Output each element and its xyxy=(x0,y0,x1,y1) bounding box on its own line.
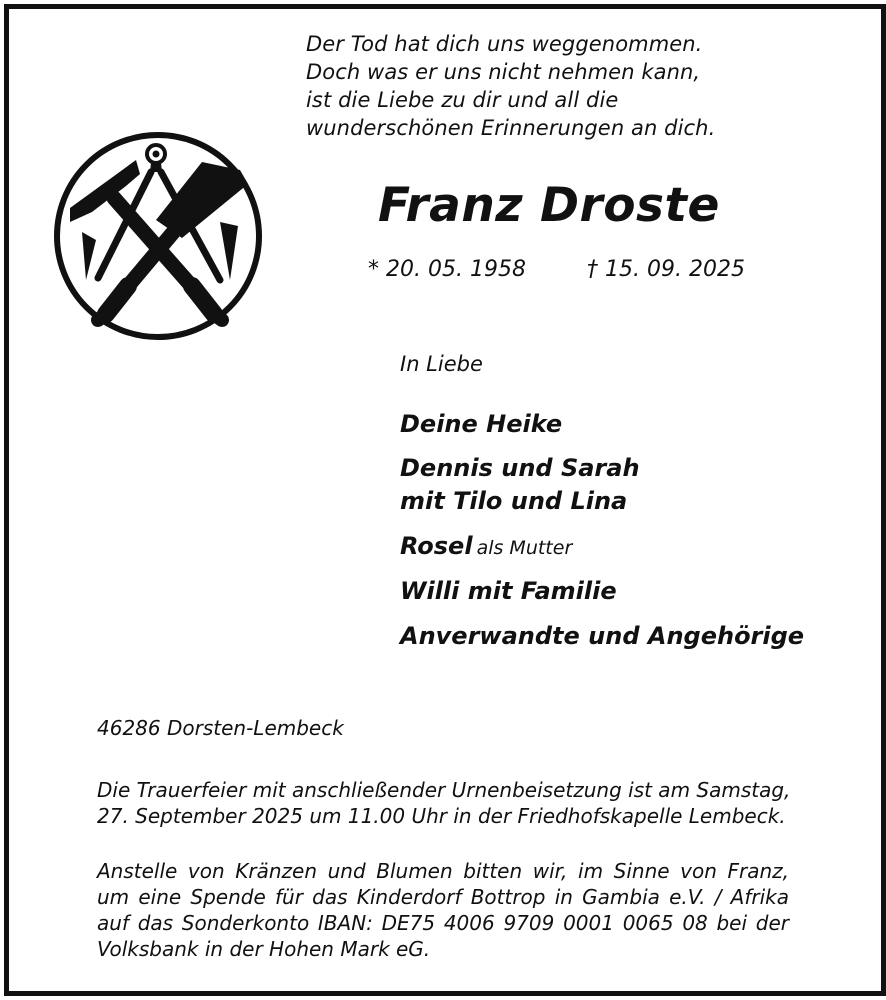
donation-line: Volksbank in der Hohen Mark eG. xyxy=(97,937,431,961)
mourner-line: Dennis und Sarah xyxy=(400,454,640,482)
poem-line: Doch was er uns nicht nehmen kann, xyxy=(306,60,701,84)
mourner-line: Deine Heike xyxy=(400,410,563,438)
death-date: † 15. 09. 2025 xyxy=(587,257,745,282)
mourner-name: Rosel xyxy=(400,532,473,560)
poem-line: wunderschönen Erinnerungen an dich. xyxy=(306,116,716,140)
poem-line: ist die Liebe zu dir und all die xyxy=(306,88,619,112)
funeral-line: Die Trauerfeier mit anschließender Urnenbeisetzung ist am Samstag, xyxy=(97,778,791,802)
place-of-residence: 46286 Dorsten-Lembeck xyxy=(97,716,344,740)
funeral-notice xyxy=(97,777,789,829)
mourner-line: Willi mit Familie xyxy=(400,577,617,605)
donation-notice xyxy=(97,858,789,962)
mourners-intro: In Liebe xyxy=(400,352,483,376)
donation-line: Anstelle von Kränzen und Blumen bitten wir, im Sinne von Franz, xyxy=(97,859,789,883)
mourner-line: mit Tilo und Lina xyxy=(400,487,628,515)
mourner-line-rosel xyxy=(400,530,572,564)
donation-line: um eine Spende für das Kinderdorf Bottrop in Gambia e.V. / Afrika xyxy=(97,885,789,909)
funeral-line: 27. September 2025 um 11.00 Uhr in der Friedhofskapelle Lembeck. xyxy=(97,804,786,828)
mourner-relation: als Mutter xyxy=(476,537,573,559)
deceased-name: Franz Droste xyxy=(378,178,720,233)
poem xyxy=(306,30,715,142)
roofer-guild-emblem-icon xyxy=(52,130,264,342)
donation-line: auf das Sonderkonto IBAN: DE75 4006 9709 0001 0065 08 bei der xyxy=(97,911,789,935)
birth-date: * 20. 05. 1958 xyxy=(368,257,526,282)
mourner-line: Anverwandte und Angehörige xyxy=(400,622,805,650)
poem-line: Der Tod hat dich uns weggenommen. xyxy=(306,32,703,56)
